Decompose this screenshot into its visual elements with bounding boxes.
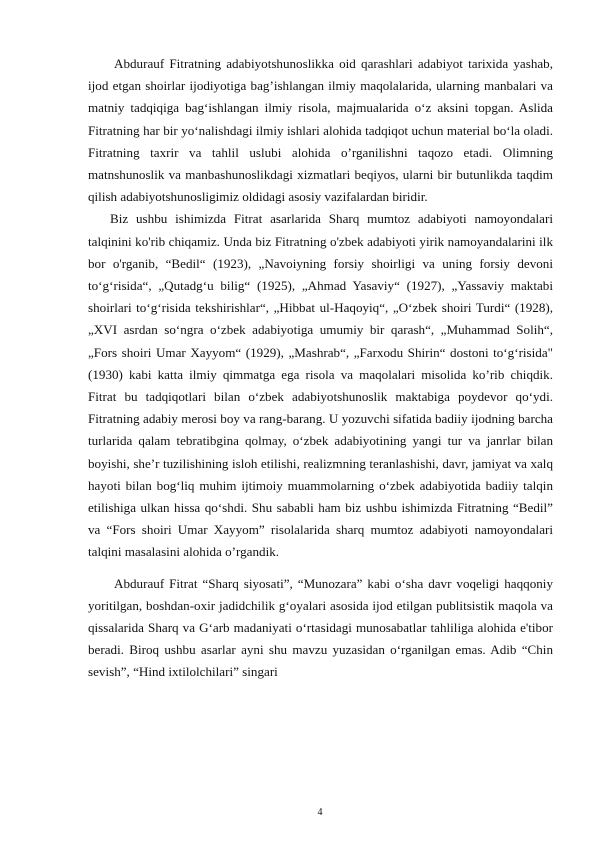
paragraph-research-overview: Biz ushbu ishimizda Fitrat asarlarida Sharq mumtoz adabiyoti namoyondalari talqinini ko'rib chiqamiz. Unda biz Fitratning o'zbek adabiyoti yirik namoyandalarini ilk bor o'rganib, “Bedil“ (1923), „Navoiyning forsiy shoirligi va uning forsiy devoni to‘g‘risida“, „Qutadg‘u bilig“ (1925), „Ahmad Yasaviy“ (1927), „Yassaviy maktabi shoirlari to‘g‘risida tekshirishlar“, „Hibbat ul-Haqoyiq“, „O‘zbek shoiri Turdi“ (1928), „XVI asrdan so‘ngra o‘zbek adabiyotiga umumiy bir qarash“, „Muhammad Solih“, „Fors shoiri Umar Xayyom“ (1929), „Mashrab“, „Farxodu Shirin“ dostoni to‘g‘risida" (1930) kabi katta ilmiy qimmatga ega risola va maqolalari misolida ko’rib chiqdik. Fitrat bu tadqiqotlari bilan o‘zbek adabiyotshunoslik maktabiga poydevor qo‘ydi. Fitratning adabiy merosi boy va rang-barang. U yozuvchi sifatida badiiy ijodning barcha turlarida qalam tebratibgina qolmay, o‘zbek adabiyotining yangi tur va janrlar bilan boyishi, she’r tuzilishining isloh etilishi, realizmning teranlashishi, davr, jamiyat va xalq hayoti bilan bog‘liq muhim ijtimoiy muammolarning o‘zbek adabiyotida badiiy talqin etilishiga ulkan hissa qo‘shdi. Shu sababli ham biz ushbu ishimizda Fitratning “Bedil” va “Fors shoiri Umar Xayyom” risolalarida sharq mumtoz adabiyoti namoyondalari talqini masalasini alohida o’rgandik. bbox=[88, 211, 553, 560]
page-number: 4 bbox=[317, 807, 323, 818]
body-text bbox=[88, 53, 553, 684]
paragraph-fitrat-views: Abdurauf Fitratning adabiyotshunoslikka oid qarashlari adabiyot tarixida yashab, ijod etgan shoirlar ijodiyotiga bag’ishlangan ilmiy maqolalarida, ularning manbalari va matniy tadqiqiga bag‘ishlangan ilmiy risola, majmualarida o‘z aksini topgan. Aslida Fitratning har bir yo‘nalishdagi ilmiy ishlari alohida tadqiqot uchun material bo‘la oladi. Fitratning taxrir va tahlil uslubi alohida o’rganilishni taqozo etadi. Olimning matnshunoslik va manbashunoslikdagi xizmatlari beqiyos, ularni bir butunlikda taqdim qilish adabiyotshunosligimiz oldidagi asosiy vazifalardan biridir. bbox=[88, 56, 553, 205]
paragraph-east-west-relations: Abdurauf Fitrat “Sharq siyosati”, “Munozara” kabi o‘sha davr voqeligi haqqoniy yoritilgan, boshdan-oxir jadidchilik g‘oyalari asosida ijod etilgan publitsistik maqola va qissalarida Sharq va G‘arb madaniyati o‘rtasidagi munosabatlar tahliliga alohida e'tibor beradi. Biroq ushbu asarlar ayni shu mavzu yuzasidan o‘rganilgan emas. Adib “Chin sevish”, “Hind ixtilolchilari” singari bbox=[88, 575, 553, 680]
